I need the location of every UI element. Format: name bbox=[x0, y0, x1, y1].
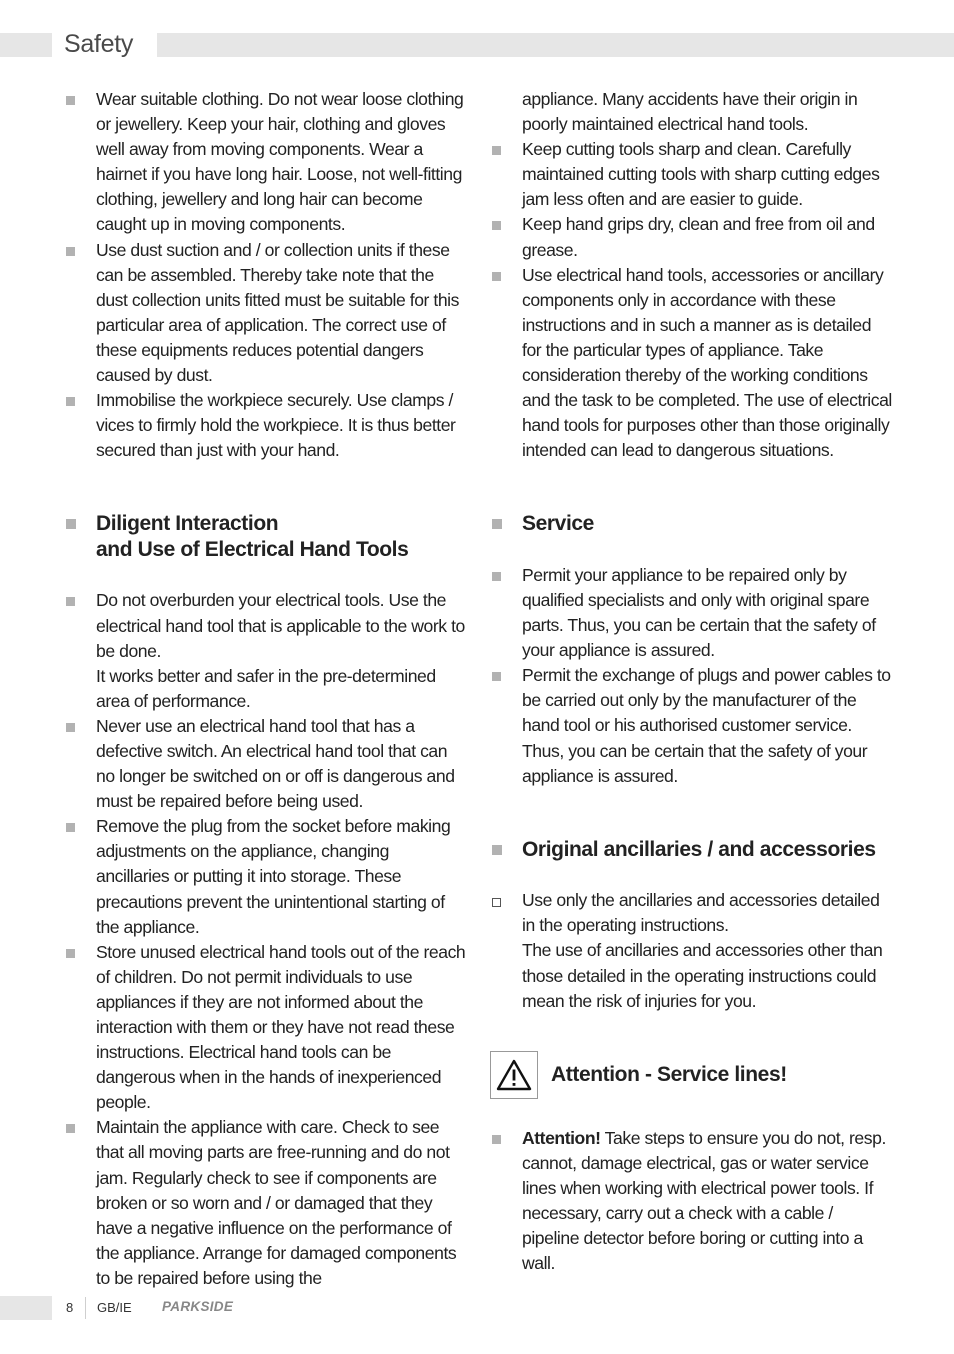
bullet-square-icon bbox=[492, 672, 501, 681]
brand-logo: PARKSIDE bbox=[162, 1299, 234, 1314]
bullet-square-icon bbox=[66, 247, 75, 256]
list-item: Wear suitable clothing. Do not wear loose clothing or jewellery. Keep your hair, clothing and gloves well away from moving components. Wear a hairnet if you have long hair. Loose, not well-fitting clothing, jewellery and long hair can become caught up in moving components. bbox=[64, 87, 466, 238]
bullet-square-icon bbox=[492, 221, 501, 230]
attention-label: Attention! bbox=[522, 1127, 601, 1148]
language-code: GB/IE bbox=[97, 1300, 132, 1315]
warning-triangle-icon bbox=[490, 1051, 538, 1099]
list-item: Maintain the appliance with care. Check to see that all moving parts are free-running and do not jam. Regularly check to see if components are broken or so worn and / or damaged that they have a negative influence on the performance of the appliance. Arrange for damaged components to be repaired before using the bbox=[64, 1115, 466, 1291]
list-item: Permit the exchange of plugs and power cables to be carried out only by the manufacturer of the hand tool or his authorised customer service. Thus, you can be certain that the safety of your appliance is assured. bbox=[490, 663, 894, 788]
bullet-square-icon bbox=[66, 397, 75, 406]
page-number: 8 bbox=[66, 1300, 74, 1315]
list-item: Do not overburden your electrical tools. Use the electrical hand tool that is applicable to the work to be done. It works better and safer in the pre-determined area of performance. bbox=[64, 588, 466, 713]
bullet-square-icon bbox=[492, 845, 502, 855]
list-item: Remove the plug from the socket before making adjustments on the appliance, changing ancillaries or putting it into storage. These precautions prevent the unintentional starting of the appliance. bbox=[64, 814, 466, 939]
left-column bbox=[64, 87, 466, 1291]
bullet-square-icon bbox=[66, 519, 76, 529]
list-item: Keep cutting tools sharp and clean. Carefully maintained cutting tools with sharp cutting edges jam less often and are easier to guide. bbox=[490, 137, 894, 212]
list-item: Store unused electrical hand tools out of the reach of children. Do not permit individuals to use appliances if they are not informed about the interaction with them or they have not read these instructions. Electrical hand tools can be dangerous when in the hands of inexperienced people. bbox=[64, 940, 466, 1116]
bullet-square-icon bbox=[66, 96, 75, 105]
header-bar-left bbox=[0, 33, 52, 57]
list-item: Attention! Take steps to ensure you do not, resp. cannot, damage electrical, gas or water service lines when working with electrical power tools. If necessary, carry out a check with a cable / pipeline detector before boring or cutting into a wall. bbox=[490, 1126, 894, 1277]
list-item: Never use an electrical hand tool that has a defective switch. An electrical hand tool that can no longer be switched on or off is dangerous and must be repaired before being used. bbox=[64, 714, 466, 814]
bullet-square-icon bbox=[492, 1135, 501, 1144]
bullet-square-icon bbox=[66, 597, 75, 606]
bullet-square-icon bbox=[492, 146, 501, 155]
bullet-square-icon bbox=[492, 519, 502, 529]
footer-divider bbox=[85, 1297, 86, 1319]
section-heading-accessories: Original ancillaries / and accessories bbox=[490, 837, 894, 863]
attention-heading bbox=[490, 1051, 894, 1101]
bullet-square-icon bbox=[66, 723, 75, 732]
attention-heading-text: Attention - Service lines! bbox=[551, 1062, 787, 1086]
section-heading-diligent-use: Diligent Interaction and Use of Electrical Hand Tools bbox=[64, 511, 466, 562]
page-title: Safety bbox=[64, 30, 134, 58]
footer-bar bbox=[0, 1296, 52, 1320]
bullet-square-icon bbox=[492, 272, 501, 281]
bullet-square-icon bbox=[66, 1124, 75, 1133]
header-bar-right bbox=[157, 33, 954, 57]
right-column bbox=[490, 87, 894, 1276]
list-item: Use dust suction and / or collection units if these can be assembled. Thereby take note that the dust collection units fitted must be suitable for this particular area of application. The correct use of these equipments reduces potential dangers caused by dust. bbox=[64, 238, 466, 389]
bullet-square-icon bbox=[492, 572, 501, 581]
list-item: Keep hand grips dry, clean and free from oil and grease. bbox=[490, 212, 894, 262]
list-item-continuation: appliance. Many accidents have their origin in poorly maintained electrical hand tools. bbox=[522, 89, 858, 135]
list-item: Use electrical hand tools, accessories or ancillary components only in accordance with these instructions and in such a manner as is detailed for the particular types of appliance. Take consideration thereby of the working conditions and the task to be completed. The use of electrical hand tools for purposes other than those originally intended can lead to dangerous situations. bbox=[490, 263, 894, 464]
bullet-square-icon bbox=[66, 949, 75, 958]
section-heading-service: Service bbox=[490, 511, 894, 537]
list-item: Immobilise the workpiece securely. Use clamps / vices to firmly hold the workpiece. It is thus better secured than just with your hand. bbox=[64, 388, 466, 463]
bullet-square-icon bbox=[66, 823, 75, 832]
warning-triangle-shape bbox=[495, 1057, 533, 1093]
list-item: Use only the ancillaries and accessories detailed in the operating instructions. The use of ancillaries and accessories other than those detailed in the operating instructions could mean the risk of injuries for you. bbox=[490, 888, 894, 1013]
bullet-hollow-square-icon bbox=[492, 898, 501, 907]
list-item: Permit your appliance to be repaired only by qualified specialists and only with original spare parts. Thus, you can be certain that the safety of your appliance is assured. bbox=[490, 563, 894, 663]
